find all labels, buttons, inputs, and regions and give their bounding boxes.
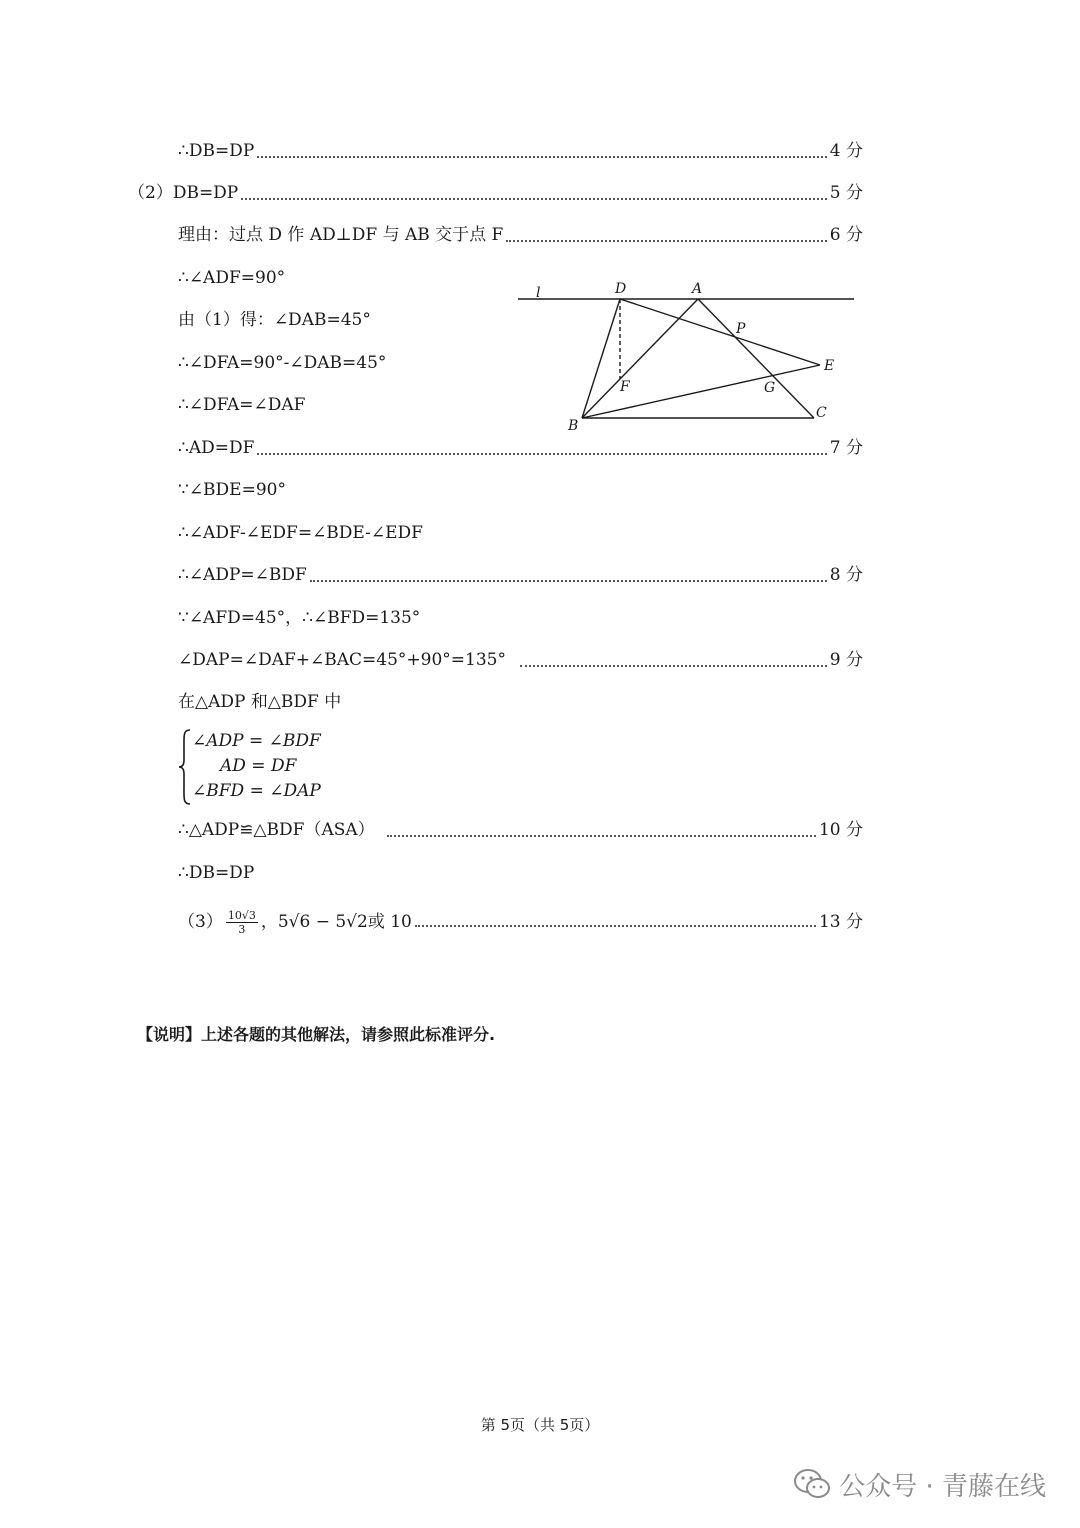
label-a: A (692, 281, 703, 297)
score: 6 分 (829, 225, 863, 245)
line-dfa-daf: ∴∠DFA=∠DAF (178, 395, 306, 415)
line-adp-bdf (178, 562, 863, 588)
leader-dots (415, 919, 816, 927)
leader-dots (310, 574, 827, 582)
line-text: ∴∠ADP=∠BDF (178, 565, 307, 585)
line-text: ∴AD=DF (178, 438, 255, 458)
segment-ac (698, 299, 814, 418)
system-row-3: ∠BFD = ∠DAP (192, 781, 321, 801)
leader-dots (506, 234, 826, 242)
page-footer: 第 5页（共 5页） (480, 1416, 600, 1434)
leader-dots (257, 447, 826, 455)
score: 4 分 (829, 141, 863, 161)
score: 7 分 (829, 438, 863, 458)
system-row-2: AD = DF (220, 756, 297, 776)
line-angle-subtract: ∴∠ADF-∠EDF=∠BDE-∠EDF (178, 523, 423, 543)
line-triangles-intro: 在△ADP 和△BDF 中 (178, 692, 342, 712)
line-text: 理由：过点 D 作 AD⊥DF 与 AB 交于点 F (178, 225, 504, 245)
equation-system (178, 728, 378, 806)
fraction (226, 909, 258, 936)
left-brace-icon (178, 728, 192, 806)
leader-dots (257, 150, 827, 158)
line-part2-claim (128, 180, 863, 206)
label-l: l (536, 285, 541, 301)
line-text: ∴△ADP≌△BDF（ASA） (178, 820, 375, 840)
fraction-denominator: 3 (238, 923, 246, 936)
segment-de (620, 299, 820, 365)
line-bde-90: ∵∠BDE=90° (178, 480, 286, 500)
grading-note: 【说明】上述各题的其他解法，请参照此标准评分. (137, 1025, 496, 1044)
line-adf-90: ∴∠ADF=90° (178, 268, 286, 288)
segment-ab (582, 299, 698, 418)
score: 8 分 (829, 565, 863, 585)
line-conclusion-1 (178, 138, 863, 164)
line-afd-bfd: ∵∠AFD=45°，∴∠BFD=135° (178, 608, 421, 628)
leader-dots (387, 829, 816, 837)
line-dap-135 (178, 647, 863, 673)
line-dfa-45: ∴∠DFA=90°-∠DAB=45° (178, 353, 387, 373)
segment-db (582, 299, 620, 418)
system-row-1: ∠ADP = ∠BDF (192, 731, 321, 751)
line-ad-df (178, 435, 863, 461)
geometry-diagram (512, 276, 860, 436)
score: 13 分 (818, 912, 863, 932)
line-dab-45: 由（1）得：∠DAB=45° (178, 310, 371, 330)
wechat-icon (793, 1468, 831, 1500)
line-reason (178, 222, 863, 248)
segment-be (582, 365, 820, 418)
label-p: P (736, 321, 746, 337)
line-text: （2）DB=DP (128, 183, 239, 203)
part3-prefix: （3） (178, 912, 223, 932)
line-text (178, 905, 412, 939)
label-f: F (620, 379, 630, 395)
label-b: B (568, 418, 579, 434)
label-g: G (764, 380, 776, 396)
watermark-text: 公众号 · 青藤在线 (839, 1471, 1046, 1502)
label-d: D (615, 281, 627, 297)
line-text: ∠DAP=∠DAF+∠BAC=45°+90°=135° (178, 650, 506, 670)
score: 9 分 (829, 650, 863, 670)
fraction-numerator: 10√3 (227, 909, 256, 922)
line-part3-answer (178, 905, 863, 939)
score: 10 分 (818, 820, 863, 840)
label-e: E (824, 358, 835, 374)
part3-rest: ，5√6 − 5√2或 10 (260, 912, 412, 932)
line-text: ∴DB=DP (178, 141, 255, 161)
leader-dots (520, 659, 827, 667)
watermark (793, 1464, 1046, 1504)
score: 5 分 (829, 183, 863, 203)
label-c: C (816, 405, 827, 421)
leader-dots (241, 192, 827, 200)
line-conclusion-2: ∴DB=DP (178, 863, 255, 883)
line-congruent (178, 817, 863, 843)
